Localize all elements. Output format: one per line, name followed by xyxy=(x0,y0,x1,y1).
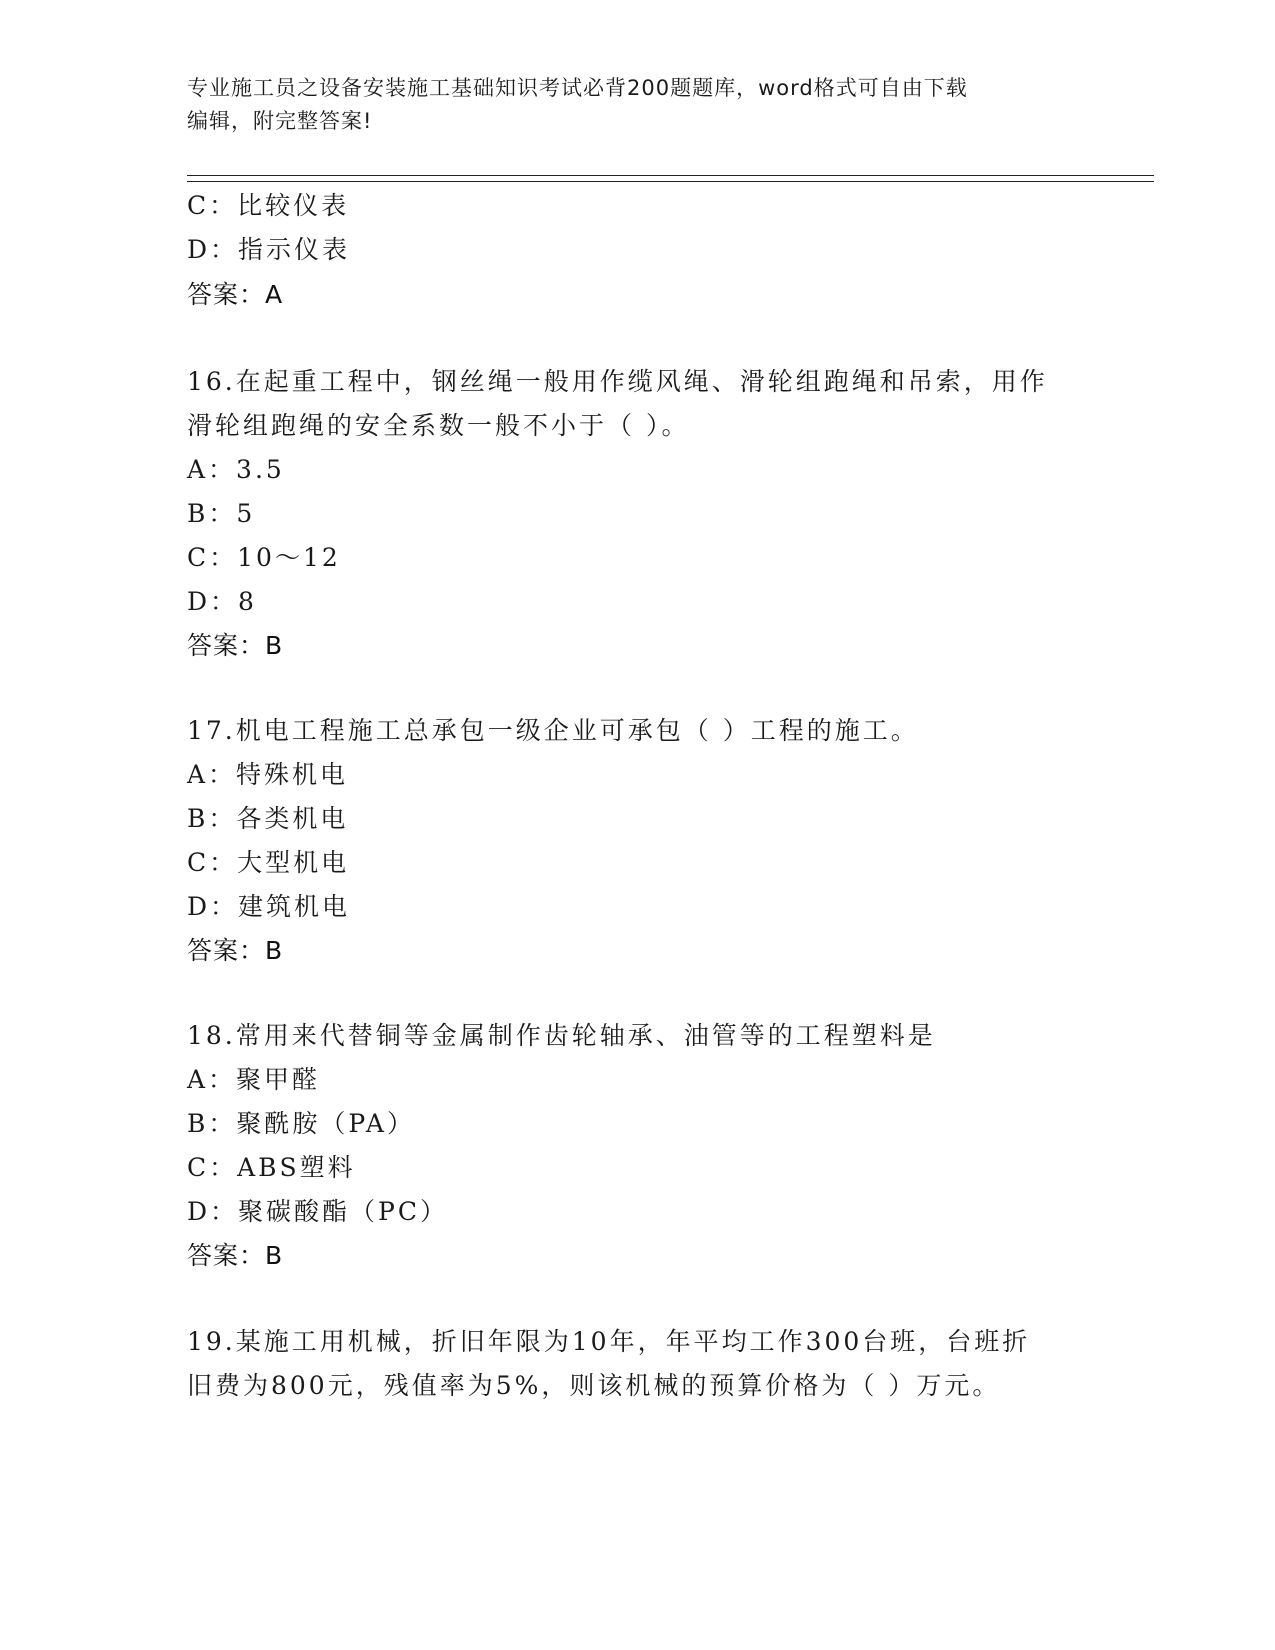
question-stem: 17.机电工程施工总承包一级企业可承包（ ）工程的施工。 xyxy=(187,716,919,745)
header-divider-top xyxy=(187,175,1154,176)
option-d: D：8 xyxy=(187,587,257,616)
document-title-line-1: 专业施工员之设备安装施工基础知识考试必背200题题库，word格式可自由下载 xyxy=(187,76,968,100)
option-b: B：各类机电 xyxy=(187,804,349,833)
option-d: D：聚碳酸酯（PC） xyxy=(187,1197,448,1226)
option-c: C：比较仪表 xyxy=(187,191,350,220)
question-stem: 19.某施工用机械，折旧年限为10年，年平均工作300台班，台班折 xyxy=(187,1327,1031,1356)
question-stem: 18.常用来代替铜等金属制作齿轮轴承、油管等的工程塑料是 xyxy=(187,1021,936,1050)
option-b: B：聚酰胺（PA） xyxy=(187,1109,415,1138)
header-divider-bottom xyxy=(187,181,1154,182)
option-c: C：大型机电 xyxy=(187,848,350,877)
document-title-line-2: 编辑，附完整答案! xyxy=(187,109,373,133)
question-stem: 滑轮组跑绳的安全系数一般不小于（ ）。 xyxy=(187,411,690,440)
option-d: D：指示仪表 xyxy=(187,235,351,264)
option-a: A：特殊机电 xyxy=(187,760,349,789)
option-a: A：聚甲醛 xyxy=(187,1065,321,1094)
option-b: B：5 xyxy=(187,499,256,528)
answer-line: 答案：A xyxy=(187,280,284,309)
option-d: D：建筑机电 xyxy=(187,892,351,921)
question-stem: 16.在起重工程中，钢丝绳一般用作缆风绳、滑轮组跑绳和吊索，用作 xyxy=(187,367,1048,396)
option-a: A：3.5 xyxy=(187,455,285,484)
option-c: C：ABS塑料 xyxy=(187,1153,356,1182)
answer-line: 答案：B xyxy=(187,1241,284,1270)
answer-line: 答案：B xyxy=(187,631,284,660)
question-stem: 旧费为800元，残值率为5%，则该机械的预算价格为（ ）万元。 xyxy=(187,1371,1001,1400)
answer-line: 答案：B xyxy=(187,936,284,965)
page-header xyxy=(187,72,1067,138)
option-c: C：10～12 xyxy=(187,543,341,572)
